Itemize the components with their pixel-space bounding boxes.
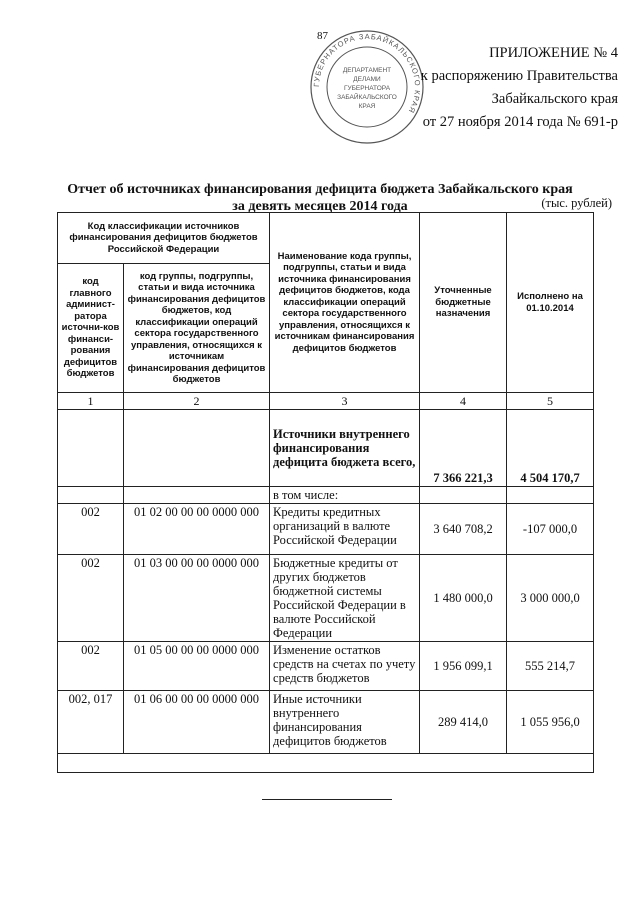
appendix-block <box>421 42 618 134</box>
page-number: 87 <box>317 30 328 42</box>
header-plan: Уточненные бюджетные назначения <box>420 213 507 393</box>
row-code: 01 05 00 00 00 0000 000 <box>124 642 270 691</box>
header-name: Наименование кода группы, подгруппы, статьи и вида источника финансирования дефицитов бюджетов, кода классификации операций сектора государственного управления, относящихся к источникам финансирования дефицитов бюджетов <box>270 213 420 393</box>
appendix-line: к распоряжению Правительства <box>420 68 618 84</box>
row-name: Иные источники внутреннего финансирования дефицитов бюджетов <box>270 691 420 754</box>
report-title-line: за девять месяцев 2014 года <box>232 199 408 214</box>
table-row <box>58 691 594 754</box>
total-fact: 4 504 170,7 <box>507 410 594 487</box>
row-admin: 002 <box>58 555 124 642</box>
header-classification: Код классификации источников финансирования дефицитов бюджетов Российской Федерации <box>58 213 270 264</box>
row-plan: 289 414,0 <box>420 691 507 754</box>
appendix-line: от 27 ноября 2014 года № 691-р <box>422 114 618 130</box>
header-code: код группы, подгруппы, статьи и вида источника финансирования дефицитов бюджетов, код классификации операций сектора государственного управления, относящихся к источникам финансирования дефицитов бюджетов <box>124 264 270 393</box>
total-row <box>58 410 594 487</box>
report-title-line: Отчет об источниках финансирования дефицита бюджета Забайкальского края <box>67 182 573 197</box>
row-name: Бюджетные кредиты от других бюджетов бюджетной системы Российской Федерации в валюте Российской Федерации <box>270 555 420 642</box>
row-code: 01 06 00 00 00 0000 000 <box>124 691 270 754</box>
row-fact: -107 000,0 <box>507 504 594 555</box>
units-label: (тыс. рублей) <box>541 196 612 210</box>
seal-line: ДЕПАРТАМЕНТ <box>342 67 392 74</box>
row-plan: 1 956 099,1 <box>420 642 507 691</box>
row-code: 01 03 00 00 00 0000 000 <box>124 555 270 642</box>
row-code: 01 02 00 00 00 0000 000 <box>124 504 270 555</box>
header-fact: Исполнено на 01.10.2014 <box>507 213 594 393</box>
row-fact: 1 055 956,0 <box>507 691 594 754</box>
seal-line: ЗАБАЙКАЛЬСКОГО <box>337 94 397 101</box>
official-seal <box>308 28 426 146</box>
row-admin: 002 <box>58 642 124 691</box>
col-number: 4 <box>420 393 507 410</box>
row-plan: 1 480 000,0 <box>420 555 507 642</box>
col-number: 5 <box>507 393 594 410</box>
row-plan: 3 640 708,2 <box>420 504 507 555</box>
bottom-rule <box>262 799 392 800</box>
report-table <box>57 212 594 773</box>
row-fact: 3 000 000,0 <box>507 555 594 642</box>
seal-line: ДЕЛАМИ <box>353 76 381 83</box>
including-label: в том числе: <box>270 487 420 504</box>
col-number: 1 <box>58 393 124 410</box>
col-number: 3 <box>270 393 420 410</box>
row-name: Кредиты кредитных организаций в валюте Российской Федерации <box>270 504 420 555</box>
seal-line: ГУБЕРНАТОРА <box>343 85 391 92</box>
row-admin: 002, 017 <box>58 691 124 754</box>
total-name: Источники внутреннего финансирования дефицита бюджета всего, <box>270 410 420 487</box>
table-row <box>58 555 594 642</box>
seal-outer-text: ГУБЕРНАТОРА ЗАБАЙКАЛЬСКОГО КРАЯ <box>311 31 423 116</box>
header-row <box>58 213 594 264</box>
appendix-line: Забайкальского края <box>491 91 618 107</box>
row-admin: 002 <box>58 504 124 555</box>
appendix-title: ПРИЛОЖЕНИЕ № 4 <box>489 45 618 61</box>
row-name: Изменение остатков средств на счетах по учету средств бюджетов <box>270 642 420 691</box>
table-row <box>58 642 594 691</box>
header-admin: код главного админист-ратора источни-ков финанси-рования дефицитов бюджетов <box>58 264 124 393</box>
empty-row <box>58 754 594 773</box>
col-number: 2 <box>124 393 270 410</box>
including-row <box>58 487 594 504</box>
column-number-row <box>58 393 594 410</box>
row-fact: 555 214,7 <box>507 642 594 691</box>
seal-line: КРАЯ <box>358 103 376 110</box>
total-plan: 7 366 221,3 <box>420 410 507 487</box>
table-row <box>58 504 594 555</box>
